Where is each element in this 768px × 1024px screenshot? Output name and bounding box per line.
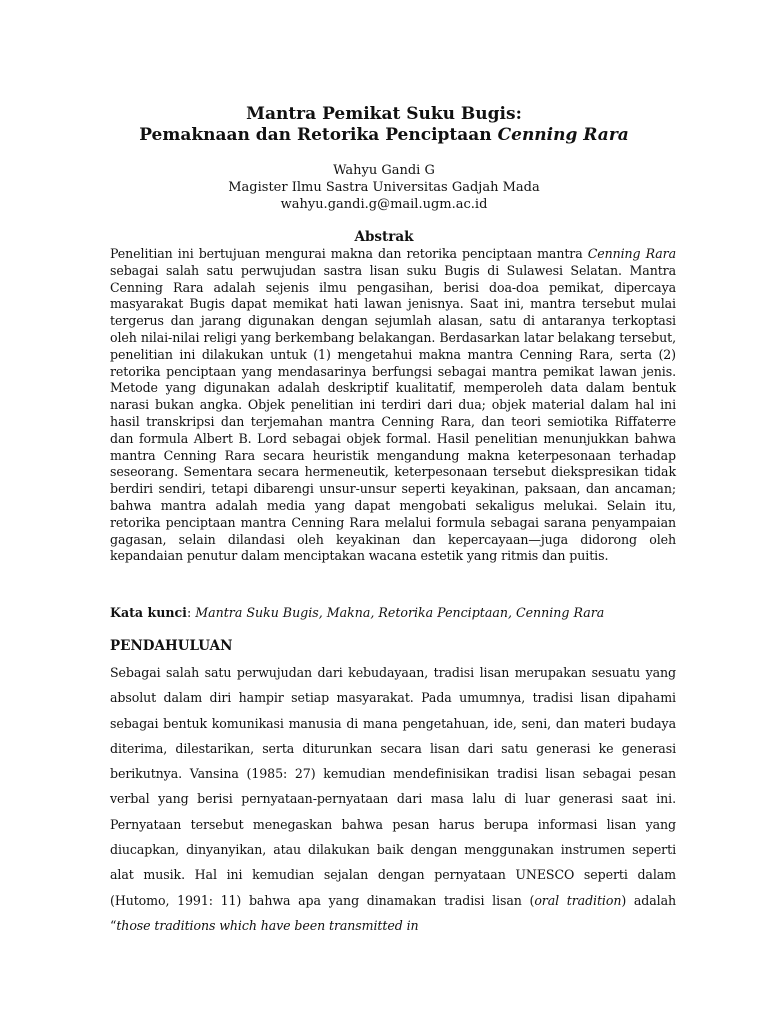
introduction-paragraph <box>110 660 676 938</box>
paper-title <box>100 104 668 146</box>
author-name: Wahyu Gandi G <box>333 163 435 178</box>
section-heading-introduction: PENDAHULUAN <box>110 638 233 654</box>
abstract-heading: Abstrak <box>354 229 414 245</box>
author-block <box>100 162 668 213</box>
abstract-italic-term: Cenning Rara <box>587 246 676 261</box>
author-affiliation: Magister Ilmu Sastra Universitas Gadjah Mada <box>228 180 540 195</box>
intro-text-1: Sebagai salah satu perwujudan dari kebudayaan, tradisi lisan merupakan sesuatu yang absolut dalam diri hampir setiap masyarakat. Pada umumnya, tradisi lisan dipahami sebagai bentuk komunikasi manusia di mana pengetahuan, ide, seni, dan materi budaya diterima, dilestarikan, serta diturunkan secara lisan dari satu generasi ke generasi berikutnya. Vansina (1985: 27) kemudian mendefinisikan tradisi lisan sebagai pesan verbal yang berisi pernyataan-pernyataan dari masa lalu di luar generasi saat ini. Pernyataan tersebut menegaskan bahwa pesan harus berupa informasi lisan yang diucapkan, dinyanyikan, atau dilakukan baik dengan menggunakan instrumen seperti alat musik. Hal ini kemudian sejalan dengan pernyataan UNESCO seperti dalam (Hutomo, 1991: 11) bahwa apa yang dinamakan tradisi lisan ( <box>110 665 676 908</box>
abstract-part-2: sebagai salah satu perwujudan sastra lisan suku Bugis di Sulawesi Selatan. Mantra Cenning Rara adalah sejenis ilmu pengasihan, berisi doa-doa pemikat, dipercaya masyarakat Bugis dapat memikat hati lawan jenisnya. Saat ini, mantra tersebut mulai tergerus dan jarang digunakan dengan sejumlah alasan, satu di antaranya terkoptasi oleh nilai-nilai religi yang berkembang belakangan. Berdasarkan latar belakang tersebut, penelitian ini dilakukan untuk (1) mengetahui makna mantra Cenning Rara, serta (2) retorika penciptaan yang mendasarinya berfungsi sebagai mantra pemikat lawan jenis. Metode yang digunakan adalah deskriptif kualitatif, memperoleh data dalam bentuk narasi bukan angka. Objek penelitian ini terdiri dari dua; objek material dalam hal ini hasil transkripsi dan terjemahan mantra Cenning Rara, dan teori semiotika Riffaterre dan formula Albert B. Lord sebagai objek formal. Hasil penelitian menunjukkan bahwa mantra Cenning Rara secara heuristik mengandung makna keterpesonaan terhadap seseorang. Sementara secara hermeneutik, keterpesonaan tersebut diekspresikan tidak berdiri sendiri, tetapi dibarengi unsur-unsur seperti keyakinan, paksaan, dan ancaman; bahwa mantra adalah media yang dapat mengobati sekaligus melukai. Selain itu, retorika penciptaan mantra Cenning Rara melalui formula sebagai sarana penyampaian gagasan, selain dilandasi oleh keyakinan dan kepercayaan—juga didorong oleh kepandaian penutur dalam menciptakan wacana estetik yang ritmis dan puitis. <box>110 262 676 564</box>
intro-italic-oral-tradition: oral tradition <box>534 892 622 908</box>
intro-text-2: ) adalah “ <box>110 892 676 933</box>
keywords-separator: : <box>186 605 196 620</box>
title-line-2 <box>100 125 668 146</box>
title-line-2-italic: Cenning Rara <box>497 125 629 145</box>
keywords-label: Kata kunci <box>110 605 187 620</box>
author-email: wahyu.gandi.g@mail.ugm.ac.id <box>280 197 488 212</box>
abstract-part-1: Penelitian ini bertujuan mengurai makna dan retorika penciptaan mantra <box>110 246 588 261</box>
title-line-1: Mantra Pemikat Suku Bugis: <box>246 104 522 124</box>
keywords <box>110 604 676 621</box>
abstract-text <box>110 246 676 565</box>
keywords-value: Mantra Suku Bugis, Makna, Retorika Penciptaan, Cenning Rara <box>195 605 605 620</box>
intro-italic-quote: those traditions which have been transmitted in <box>116 917 419 933</box>
title-line-2-text: Pemaknaan dan Retorika Penciptaan <box>139 125 498 145</box>
